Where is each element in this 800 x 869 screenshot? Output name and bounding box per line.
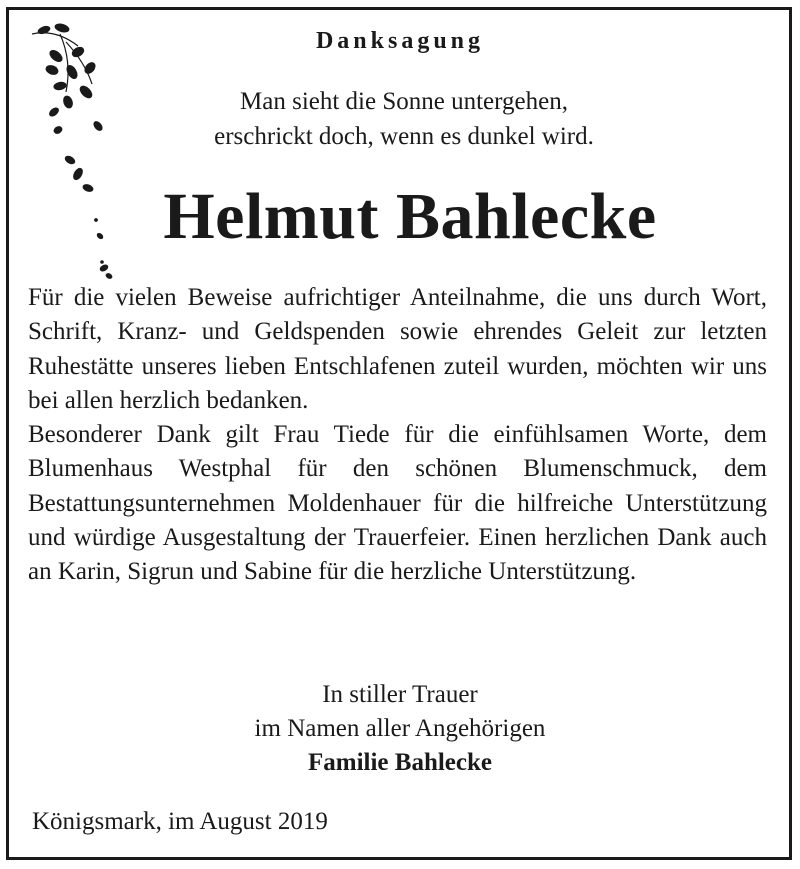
quote-line-2: erschrickt doch, wenn es dunkel wird. <box>214 123 594 150</box>
closing-line-2: im Namen aller Angehörigen <box>254 715 546 742</box>
thanks-paragraph-1: Für die vielen Beweise aufrichtiger Anteilnahme, die uns durch Wort, Schrift, Kranz- und Geldspenden sowie ehrendes Geleit zur letzten Ruhestätte unseres lieben Entschlafenen zuteil wurden, möchten wir uns bei allen herzlich bedanken. <box>28 284 767 414</box>
thanks-body <box>28 281 767 590</box>
heading-danksagung: Danksagung <box>315 28 485 54</box>
thanks-paragraph-2: Besonderer Dank gilt Frau Tiede für die einfühlsamen Worte, dem Blumenhaus Westphal für den schönen Blumenschmuck, dem Bestattungsunternehmen Moldenhauer für die hilfreiche Unterstützung und würdige Ausgestaltung der Trauerfeier. Einen herzlichen Dank auch an Karin, Sigrun und Sabine für die herzliche Unterstützung. <box>28 421 767 586</box>
closing-line-1: In stiller Trauer <box>322 681 478 708</box>
quote-line-1: Man sieht die Sonne untergehen, <box>240 88 568 115</box>
place-date: Königsmark, im August 2019 <box>32 808 328 835</box>
family-signature: Familie Bahlecke <box>308 749 492 776</box>
deceased-name: Helmut Bahlecke <box>163 180 657 253</box>
closing-block <box>0 678 800 780</box>
